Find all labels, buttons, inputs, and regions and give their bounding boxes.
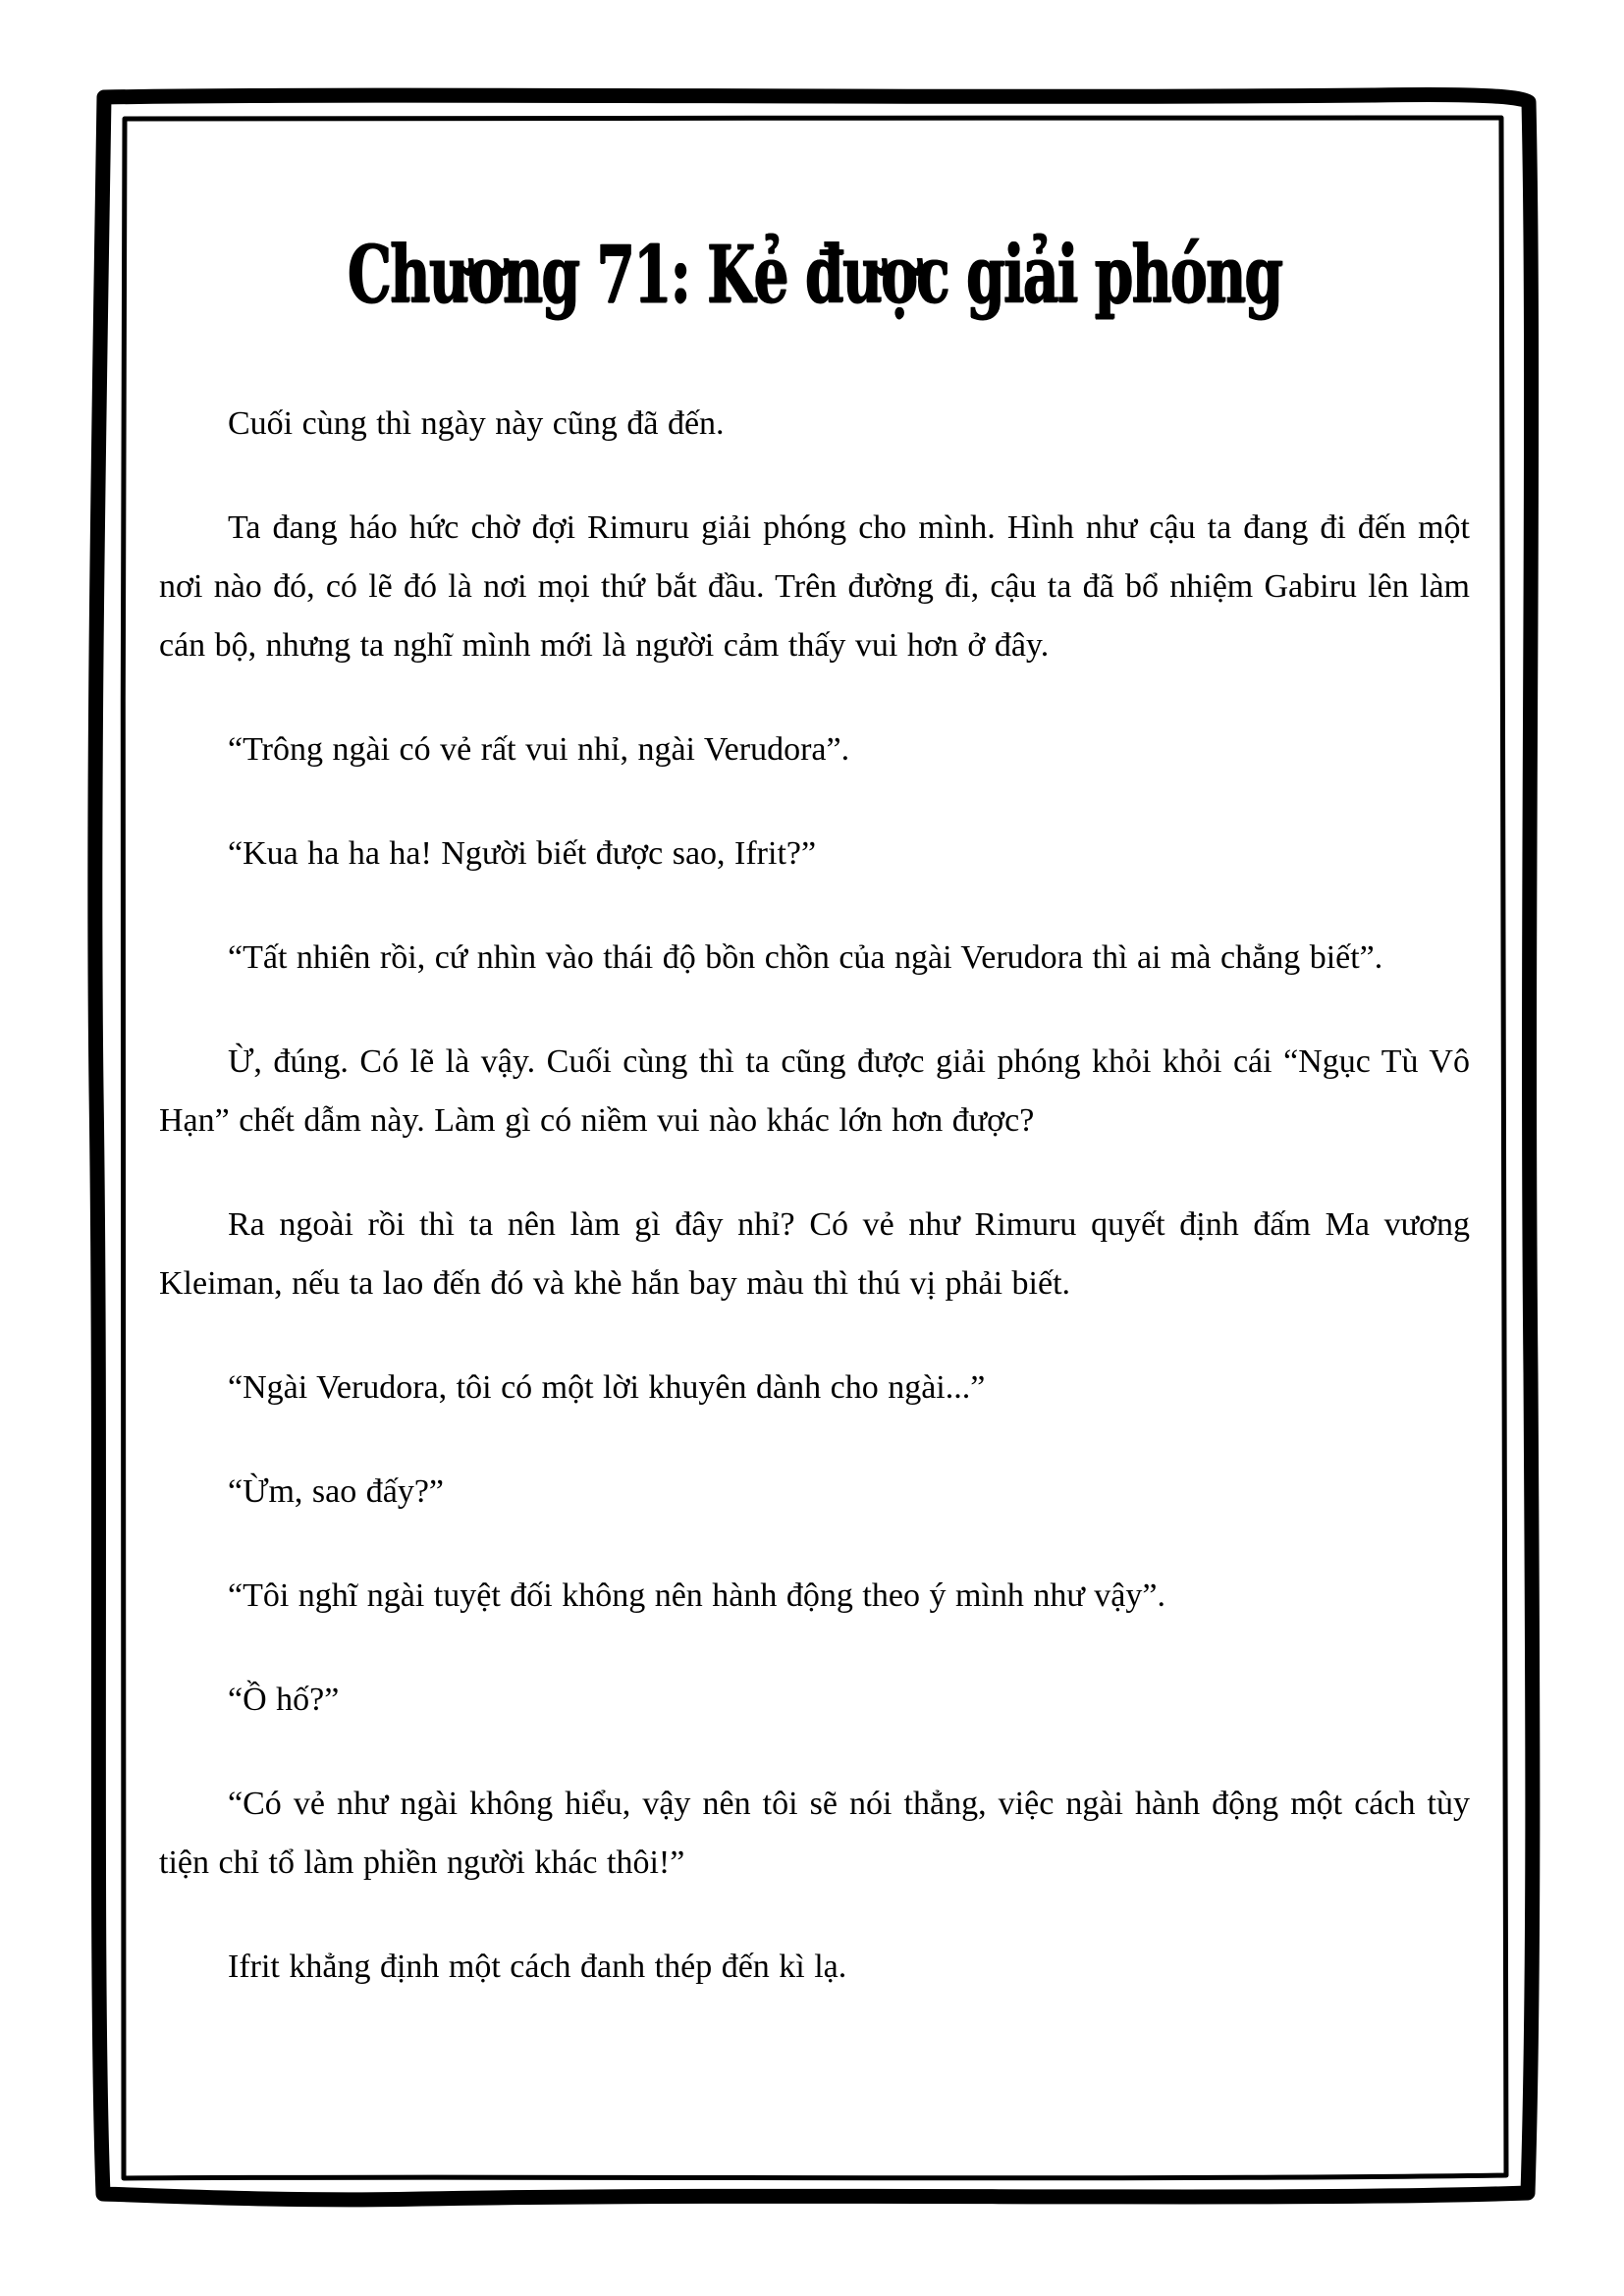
paragraph: “Trông ngài có vẻ rất vui nhỉ, ngài Verudora”. (228, 731, 850, 768)
paragraph: Ra ngoài rồi thì ta nên làm gì đây nhỉ? Có vẻ như Rimuru quyết định đấm Ma vương Kleiman, nếu ta lao đến đó và khè hắn bay màu thì thú vị phải biết. (159, 1206, 1470, 1302)
paragraph-list (159, 395, 1470, 1997)
paragraph: Cuối cùng thì ngày này cũng đã đến. (228, 405, 725, 442)
paragraph: Ifrit khẳng định một cách đanh thép đến kì lạ. (228, 1949, 847, 1985)
paragraph: “Ồ hố?” (228, 1682, 340, 1718)
paragraph: “Kua ha ha ha! Người biết được sao, Ifrit?” (228, 835, 817, 872)
paragraph: “Tôi nghĩ ngài tuyệt đối không nên hành động theo ý mình như vậy”. (228, 1577, 1165, 1614)
paragraph: Ừ, đúng. Có lẽ là vậy. Cuối cùng thì ta cũng được giải phóng khỏi khỏi cái “Ngục Tù Vô Hạn” chết dẫm này. Làm gì có niềm vui nào khác lớn hơn được? (159, 1043, 1470, 1139)
paragraph: “Ừm, sao đấy?” (228, 1473, 445, 1510)
chapter-title: Chương 71: Kẻ được giải phóng (347, 228, 1282, 321)
chapter-content (159, 0, 1470, 2042)
paragraph: Ta đang háo hức chờ đợi Rimuru giải phóng cho mình. Hình như cậu ta đang đi đến một nơi nào đó, có lẽ đó là nơi mọi thứ bắt đầu. Trên đường đi, cậu ta đã bổ nhiệm Gabiru lên làm cán bộ, nhưng ta nghĩ mình mới là người cảm thấy vui hơn ở đây. (159, 509, 1470, 664)
paragraph: “Ngài Verudora, tôi có một lời khuyên dành cho ngài...” (228, 1369, 986, 1406)
paragraph: “Có vẻ như ngài không hiểu, vậy nên tôi sẽ nói thẳng, việc ngài hành động một cách tùy tiện chỉ tổ làm phiền người khác thôi!” (159, 1786, 1470, 1881)
paragraph: “Tất nhiên rồi, cứ nhìn vào thái độ bồn chồn của ngài Verudora thì ai mà chẳng biết”. (228, 939, 1383, 976)
